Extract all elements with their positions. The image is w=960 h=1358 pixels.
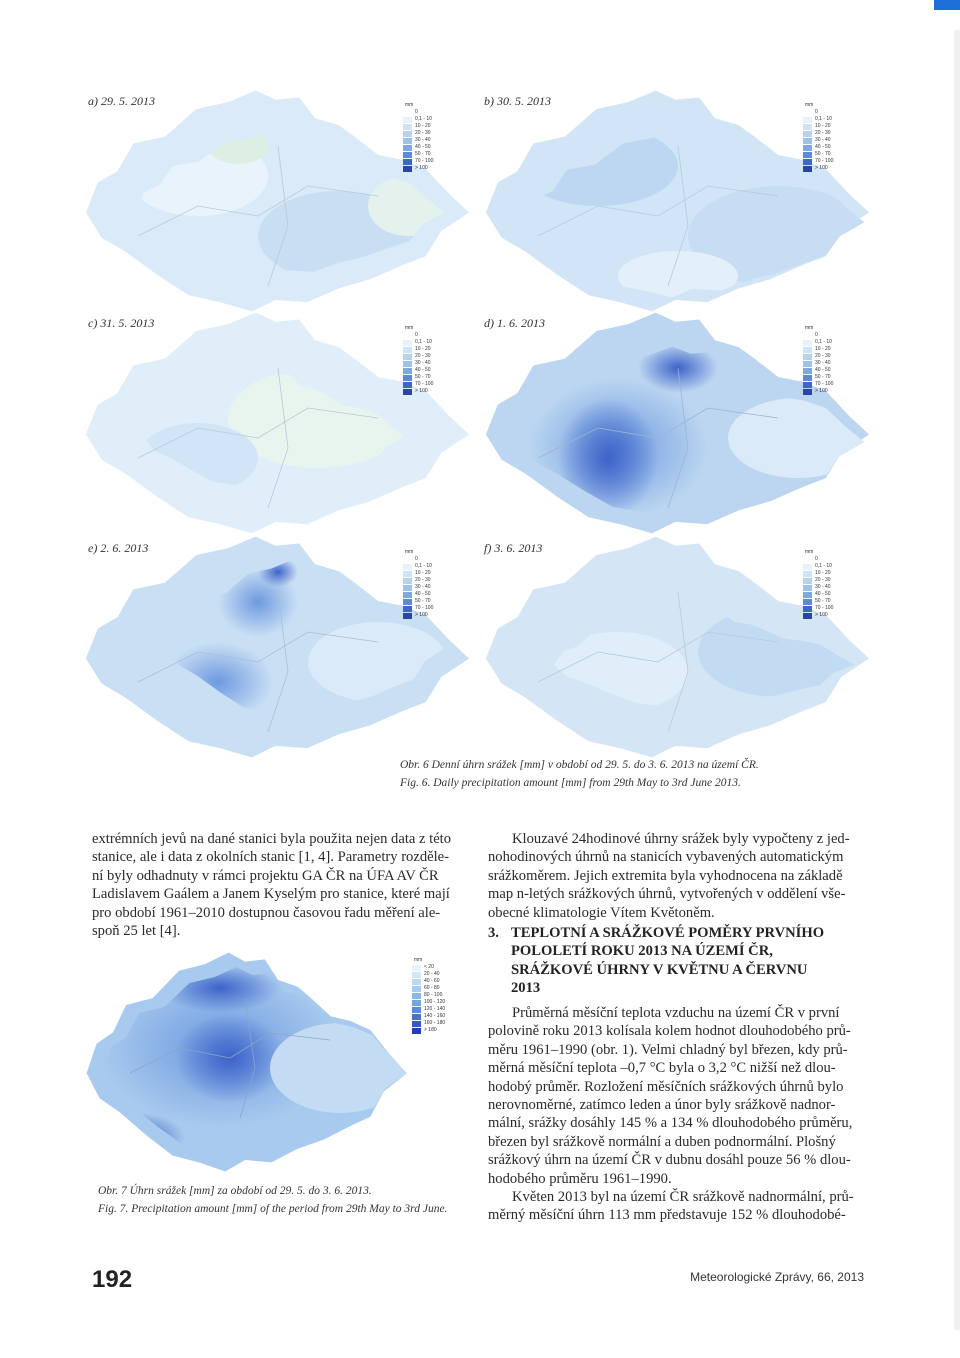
legend-label: 160 - 180 xyxy=(424,1020,446,1026)
right-paragraph-1 xyxy=(488,830,866,922)
legend-swatch xyxy=(803,585,812,591)
legend-label: > 100 xyxy=(415,165,428,171)
legend-label: > 180 xyxy=(424,1027,437,1033)
section-title-line: SRÁŽKOVÉ ÚHRNY V KVĚTNU A ČERVNU xyxy=(511,961,808,978)
legend-swatch xyxy=(403,159,412,165)
legend-label: 70 - 100 xyxy=(815,158,834,164)
legend-label: 20 - 30 xyxy=(415,577,431,583)
journal-reference: Meteorologické Zprávy, 66, 2013 xyxy=(690,1270,864,1284)
legend-label: < 20 xyxy=(424,964,434,970)
legend-label: 30 - 40 xyxy=(415,360,431,366)
legend-label: 70 - 100 xyxy=(415,158,434,164)
legend-label: 30 - 40 xyxy=(815,137,831,143)
legend-swatch xyxy=(403,585,412,591)
legend-label: > 100 xyxy=(815,612,828,618)
legend-swatch xyxy=(412,1007,421,1013)
text-line: nohodinových úhrnů na stanicích vybavených automatickým xyxy=(488,849,844,866)
text-line: srážkoměrem. Jejich extremita byla vyhodnocena na základě xyxy=(488,867,843,884)
legend-item xyxy=(803,353,833,360)
right-edge-mark xyxy=(954,30,960,1330)
legend-swatch xyxy=(403,124,412,130)
legend-item xyxy=(803,151,833,158)
map-d-label: d) 1. 6. 2013 xyxy=(484,316,545,330)
map-e-legend xyxy=(403,549,433,619)
map-e-label: e) 2. 6. 2013 xyxy=(88,541,149,555)
legend-swatch xyxy=(412,1021,421,1027)
legend-item xyxy=(403,109,433,116)
legend-swatch xyxy=(803,333,812,339)
legend-swatch xyxy=(403,571,412,577)
map-total xyxy=(80,948,410,1176)
legend-item xyxy=(403,563,433,570)
legend-item xyxy=(403,577,433,584)
legend-swatch xyxy=(412,1000,421,1006)
legend-swatch xyxy=(412,993,421,999)
legend-label: 20 - 40 xyxy=(424,971,440,977)
legend-label: > 100 xyxy=(415,388,428,394)
legend-swatch xyxy=(412,965,421,971)
text-line: hodobý průměr. Rozložení měsíčních srážkových úhrnů bylo xyxy=(488,1078,844,1095)
legend-label: 0,1 - 10 xyxy=(815,116,832,122)
text-line: map n-letých srážkových úhrnů, vytvořených v oddělení vše- xyxy=(488,886,846,903)
legend-swatch xyxy=(803,340,812,346)
legend-item xyxy=(412,978,445,985)
legend-label: 0,1 - 10 xyxy=(815,563,832,569)
legend-swatch xyxy=(403,606,412,612)
legend-item xyxy=(803,109,833,116)
legend-item xyxy=(803,332,833,339)
map-c-legend xyxy=(403,325,433,395)
legend-label: 20 - 30 xyxy=(415,130,431,136)
legend-item xyxy=(803,374,833,381)
map-a-label: a) 29. 5. 2013 xyxy=(88,94,155,108)
legend-swatch xyxy=(803,564,812,570)
map-f-legend xyxy=(803,549,833,619)
legend-item xyxy=(403,591,433,598)
text-line: hodobého průměru 1961–1990. xyxy=(488,1170,672,1187)
legend-swatch xyxy=(803,354,812,360)
legend-item xyxy=(403,123,433,130)
legend-item xyxy=(412,999,445,1006)
legend-item xyxy=(803,165,833,172)
legend-swatch xyxy=(403,389,412,395)
legend-swatch xyxy=(403,592,412,598)
legend-item xyxy=(412,964,445,971)
legend-item xyxy=(403,584,433,591)
fig7-caption-cz: Obr. 7 Úhrn srážek [mm] za období od 29. 5. do 3. 6. 2013. xyxy=(98,1185,372,1197)
legend-item xyxy=(412,1013,445,1020)
map-d-legend xyxy=(803,325,833,395)
legend-swatch xyxy=(803,375,812,381)
legend-label: 70 - 100 xyxy=(815,605,834,611)
text-line: stanice, ale i data z okolních stanic [1, 4]. Parametry rozděle- xyxy=(92,849,449,866)
legend-unit: mm xyxy=(405,325,414,331)
legend-item xyxy=(803,367,833,374)
legend-swatch xyxy=(403,110,412,116)
legend-label: > 100 xyxy=(415,612,428,618)
legend-item xyxy=(412,1006,445,1013)
map-f-label: f) 3. 6. 2013 xyxy=(484,541,543,555)
legend-swatch xyxy=(412,1028,421,1034)
legend-item xyxy=(403,339,433,346)
legend-swatch xyxy=(403,347,412,353)
legend-item xyxy=(803,158,833,165)
legend-rows xyxy=(803,556,833,619)
legend-swatch xyxy=(803,389,812,395)
legend-item xyxy=(403,374,433,381)
legend-swatch xyxy=(403,564,412,570)
legend-item xyxy=(403,612,433,619)
legend-label: 0 xyxy=(815,332,818,338)
legend-swatch xyxy=(403,333,412,339)
fig6-caption xyxy=(400,756,870,792)
legend-item xyxy=(412,985,445,992)
legend-label: 40 - 50 xyxy=(415,144,431,150)
map-c-label: c) 31. 5. 2013 xyxy=(88,316,155,330)
legend-rows xyxy=(803,109,833,172)
legend-label: > 100 xyxy=(815,388,828,394)
legend-item xyxy=(412,992,445,999)
text-line: měrná měsíční teplota –0,7 °C byla o 3,2 °C nižší než dlou- xyxy=(488,1060,836,1077)
legend-swatch xyxy=(403,361,412,367)
legend-label: 0 xyxy=(415,332,418,338)
legend-label: 30 - 40 xyxy=(815,584,831,590)
legend-label: 50 - 70 xyxy=(415,151,431,157)
legend-label: 10 - 20 xyxy=(815,346,831,352)
right-paragraph-2 xyxy=(488,1004,866,1225)
legend-swatch xyxy=(803,361,812,367)
legend-label: 50 - 70 xyxy=(815,598,831,604)
legend-item xyxy=(403,388,433,395)
legend-swatch xyxy=(403,131,412,137)
legend-item xyxy=(403,151,433,158)
legend-label: 0 xyxy=(815,556,818,562)
legend-label: 0 xyxy=(415,556,418,562)
text-line: pro období 1961–2010 dostupnou časovou řadu měření ale- xyxy=(92,904,441,921)
text-line: Ladislavem Gaálem a Janem Kyselým pro stanice, které mají xyxy=(92,886,450,903)
legend-swatch xyxy=(403,557,412,563)
legend-swatch xyxy=(803,578,812,584)
legend-swatch xyxy=(403,578,412,584)
legend-item xyxy=(803,598,833,605)
legend-label: > 100 xyxy=(815,165,828,171)
legend-item xyxy=(803,130,833,137)
legend-item xyxy=(803,563,833,570)
map-b-legend xyxy=(803,102,833,172)
fig6-caption-en: Fig. 6. Daily precipitation amount [mm] from 29th May to 3rd June 2013. xyxy=(400,777,741,789)
legend-label: 10 - 20 xyxy=(815,123,831,129)
legend-unit: mm xyxy=(405,549,414,555)
legend-label: 140 - 160 xyxy=(424,1013,446,1019)
legend-label: 40 - 50 xyxy=(815,591,831,597)
legend-rows xyxy=(403,556,433,619)
legend-item xyxy=(403,353,433,360)
legend-swatch xyxy=(803,592,812,598)
legend-label: 70 - 100 xyxy=(815,381,834,387)
section-title-line: POLOLETÍ ROKU 2013 NA ÚZEMÍ ČR, xyxy=(511,943,773,960)
text-line: extrémních jevů na dané stanici byla použita nejen data z této xyxy=(92,831,452,847)
legend-label: 0 xyxy=(415,109,418,115)
legend-swatch xyxy=(412,979,421,985)
legend-item xyxy=(803,137,833,144)
legend-label: 40 - 50 xyxy=(415,367,431,373)
legend-label: 10 - 20 xyxy=(415,346,431,352)
legend-swatch xyxy=(803,382,812,388)
legend-rows xyxy=(403,332,433,395)
text-line: polovině roku 2013 kolísala kolem hodnot dlouhodobého prů- xyxy=(488,1023,851,1040)
legend-swatch xyxy=(803,110,812,116)
legend-item xyxy=(403,346,433,353)
legend-label: 0,1 - 10 xyxy=(815,339,832,345)
legend-item xyxy=(803,605,833,612)
legend-item xyxy=(803,591,833,598)
legend-label: 70 - 100 xyxy=(415,381,434,387)
legend-item xyxy=(403,381,433,388)
legend-swatch xyxy=(403,166,412,172)
legend-swatch xyxy=(803,613,812,619)
legend-label: 30 - 40 xyxy=(415,584,431,590)
legend-swatch xyxy=(403,152,412,158)
legend-item xyxy=(412,1020,445,1027)
legend-label: 10 - 20 xyxy=(415,570,431,576)
legend-swatch xyxy=(403,340,412,346)
text-line: mální, srážky dosáhly 145 % a 134 % dlouhodobého průměru, xyxy=(488,1115,853,1132)
legend-swatch xyxy=(803,152,812,158)
legend-label: 70 - 100 xyxy=(415,605,434,611)
legend-item xyxy=(403,360,433,367)
legend-rows xyxy=(803,332,833,395)
legend-swatch xyxy=(403,599,412,605)
fig7-caption-en: Fig. 7. Precipitation amount [mm] of the period from 29th May to 3rd June. xyxy=(98,1203,448,1215)
legend-label: 100 - 120 xyxy=(424,999,446,1005)
legend-label: 40 - 50 xyxy=(415,591,431,597)
fig6-caption-cz: Obr. 6 Denní úhrn srážek [mm] v období od 29. 5. do 3. 6. 2013 na území ČR. xyxy=(400,759,759,771)
legend-item xyxy=(803,116,833,123)
legend-item xyxy=(803,556,833,563)
map-total-legend xyxy=(412,957,445,1034)
text-line: nerovnoměrné, zatímco leden a únor byly srážkově nadnor- xyxy=(488,1097,836,1114)
legend-item xyxy=(803,123,833,130)
legend-swatch xyxy=(403,613,412,619)
legend-swatch xyxy=(412,972,421,978)
legend-swatch xyxy=(803,145,812,151)
legend-item xyxy=(403,116,433,123)
legend-swatch xyxy=(803,571,812,577)
legend-label: 10 - 20 xyxy=(815,570,831,576)
legend-swatch xyxy=(403,375,412,381)
text-line: srážkový úhrn na území ČR v dubnu dosáhl pouze 56 % dlou- xyxy=(488,1152,851,1169)
legend-swatch xyxy=(803,159,812,165)
legend-item xyxy=(803,612,833,619)
legend-item xyxy=(803,584,833,591)
legend-label: 40 - 60 xyxy=(424,978,440,984)
legend-item xyxy=(803,360,833,367)
legend-swatch xyxy=(412,1014,421,1020)
legend-label: 50 - 70 xyxy=(815,374,831,380)
legend-swatch xyxy=(403,138,412,144)
legend-label: 30 - 40 xyxy=(815,360,831,366)
text-line: spoň 25 let [4]. xyxy=(92,923,181,940)
legend-item xyxy=(803,570,833,577)
legend-swatch xyxy=(803,131,812,137)
legend-item xyxy=(803,381,833,388)
legend-rows xyxy=(412,964,445,1034)
legend-item xyxy=(803,346,833,353)
legend-swatch xyxy=(403,145,412,151)
legend-swatch xyxy=(803,347,812,353)
legend-item xyxy=(403,598,433,605)
legend-label: 0,1 - 10 xyxy=(415,116,432,122)
legend-swatch xyxy=(803,368,812,374)
legend-label: 120 - 140 xyxy=(424,1006,446,1012)
legend-item xyxy=(803,339,833,346)
legend-label: 30 - 40 xyxy=(415,137,431,143)
legend-item xyxy=(403,332,433,339)
text-line: měru 1961–1990 (obr. 1). Velmi chladný byl březen, kdy prů- xyxy=(488,1041,848,1058)
legend-swatch xyxy=(803,599,812,605)
legend-item xyxy=(403,137,433,144)
legend-label: 20 - 30 xyxy=(415,353,431,359)
legend-item xyxy=(403,165,433,172)
legend-label: 40 - 50 xyxy=(815,144,831,150)
legend-swatch xyxy=(403,354,412,360)
top-edge-mark xyxy=(934,0,960,10)
legend-label: 10 - 20 xyxy=(415,123,431,129)
map-a-legend xyxy=(403,102,433,172)
legend-item xyxy=(403,605,433,612)
page-number: 192 xyxy=(92,1266,133,1293)
text-line: obecné klimatologie Vítem Květoněm. xyxy=(488,904,715,921)
section-title-line: 2013 xyxy=(511,980,541,997)
legend-label: 80 - 100 xyxy=(424,992,443,998)
text-line: ní byly odhadnuty v rámci projektu GA ČR na ÚFA AV ČR xyxy=(92,867,439,884)
legend-item xyxy=(403,570,433,577)
legend-item xyxy=(403,130,433,137)
legend-label: 20 - 30 xyxy=(815,577,831,583)
legend-item xyxy=(403,144,433,151)
legend-label: 50 - 70 xyxy=(415,598,431,604)
section-heading xyxy=(488,924,868,998)
legend-item xyxy=(412,1027,445,1034)
section-number: 3. xyxy=(488,925,499,941)
legend-label: 0,1 - 10 xyxy=(415,563,432,569)
legend-label: 20 - 30 xyxy=(815,130,831,136)
legend-label: 20 - 30 xyxy=(815,353,831,359)
legend-item xyxy=(403,556,433,563)
legend-swatch xyxy=(412,986,421,992)
text-line: Klouzavé 24hodinové úhrny srážek byly vypočteny z jed- xyxy=(512,831,850,847)
fig7-caption xyxy=(98,1182,478,1218)
legend-unit: mm xyxy=(805,102,814,108)
text-line: Průměrná měsíční teplota vzduchu na území ČR v první xyxy=(512,1005,840,1021)
legend-label: 0,1 - 10 xyxy=(415,339,432,345)
legend-swatch xyxy=(403,368,412,374)
legend-swatch xyxy=(803,124,812,130)
text-line: měrný měsíční úhrn 113 mm představuje 152 % dlouhodobé- xyxy=(488,1207,846,1224)
left-paragraph xyxy=(92,830,460,940)
legend-item xyxy=(803,388,833,395)
legend-item xyxy=(803,144,833,151)
text-line: Květen 2013 byl na území ČR srážkově nadnormální, prů- xyxy=(512,1189,854,1206)
legend-swatch xyxy=(803,117,812,123)
legend-rows xyxy=(403,109,433,172)
legend-swatch xyxy=(403,117,412,123)
legend-label: 0 xyxy=(815,109,818,115)
legend-item xyxy=(412,971,445,978)
legend-swatch xyxy=(403,382,412,388)
legend-label: 50 - 70 xyxy=(415,374,431,380)
legend-unit: mm xyxy=(805,549,814,555)
legend-item xyxy=(803,577,833,584)
legend-unit: mm xyxy=(805,325,814,331)
legend-label: 50 - 70 xyxy=(815,151,831,157)
legend-swatch xyxy=(803,166,812,172)
legend-unit: mm xyxy=(405,102,414,108)
legend-swatch xyxy=(803,138,812,144)
map-b-label: b) 30. 5. 2013 xyxy=(484,94,551,108)
legend-item xyxy=(403,367,433,374)
section-title-line: TEPLOTNÍ A SRÁŽKOVÉ POMĚRY PRVNÍHO xyxy=(511,925,825,941)
legend-unit: mm xyxy=(414,957,423,963)
legend-swatch xyxy=(803,606,812,612)
text-line: březen byl srážkově normální a duben podnormální. Plošný xyxy=(488,1133,836,1150)
legend-item xyxy=(403,158,433,165)
legend-label: 60 - 80 xyxy=(424,985,440,991)
legend-swatch xyxy=(803,557,812,563)
legend-label: 40 - 50 xyxy=(815,367,831,373)
